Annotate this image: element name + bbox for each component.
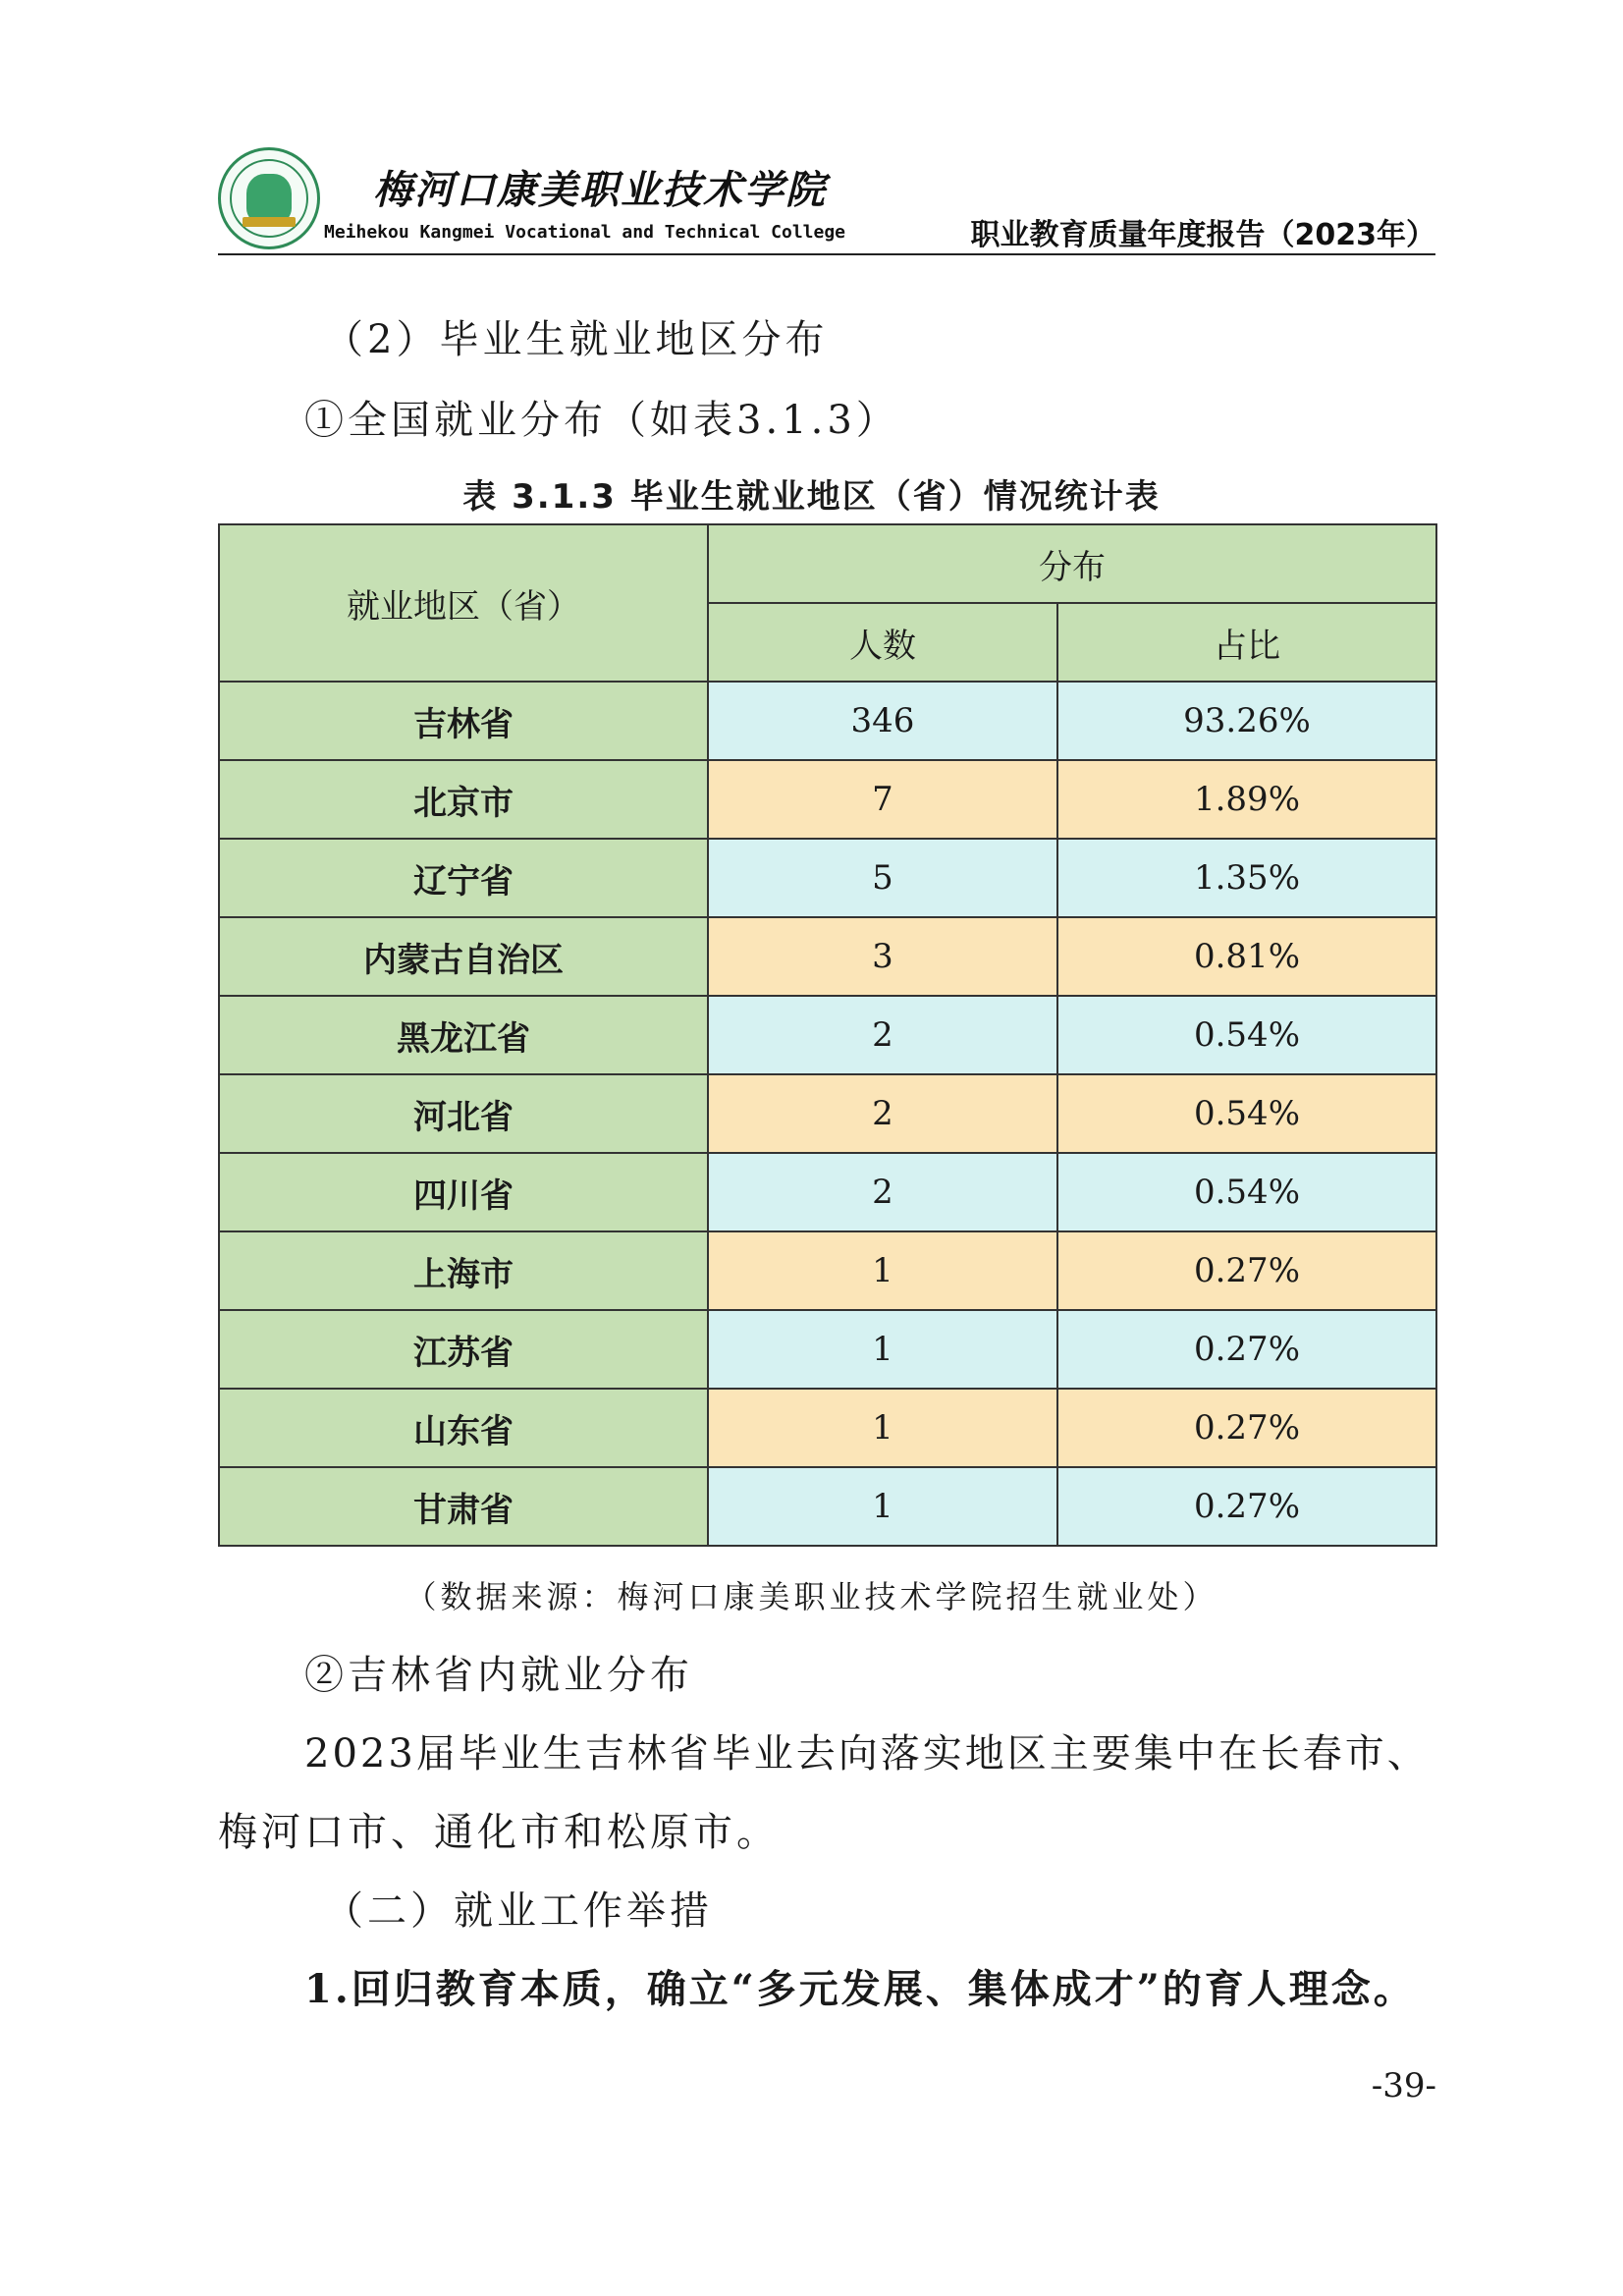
school-name-english: Meihekou Kangmei Vocational and Technical College	[324, 222, 846, 243]
region-cell: 甘肃省	[219, 1467, 708, 1546]
count-cell: 1	[708, 1467, 1057, 1546]
table-row	[219, 1389, 1436, 1467]
ratio-cell: 0.27%	[1057, 1231, 1436, 1310]
region-cell: 河北省	[219, 1074, 708, 1153]
ratio-cell: 1.89%	[1057, 760, 1436, 839]
header-region: 就业地区（省）	[219, 524, 708, 682]
region-cell: 江苏省	[219, 1310, 708, 1389]
header-ratio: 占比	[1057, 603, 1436, 682]
count-cell: 2	[708, 1074, 1057, 1153]
count-cell: 3	[708, 917, 1057, 996]
sub-heading-national: ①全国就业分布（如表3.1.3）	[304, 398, 899, 443]
section-heading: （2）毕业生就业地区分布	[324, 317, 829, 362]
table-row	[219, 760, 1436, 839]
paragraph-line-1: 2023届毕业生吉林省毕业去向落实地区主要集中在长春市、	[304, 1731, 1430, 1777]
table-row	[219, 1074, 1436, 1153]
table-row	[219, 1467, 1436, 1546]
ratio-cell: 0.54%	[1057, 1153, 1436, 1231]
region-cell: 四川省	[219, 1153, 708, 1231]
region-cell: 北京市	[219, 760, 708, 839]
region-cell: 黑龙江省	[219, 996, 708, 1074]
count-cell: 1	[708, 1310, 1057, 1389]
count-cell: 346	[708, 682, 1057, 760]
table-row	[219, 1231, 1436, 1310]
region-cell: 山东省	[219, 1389, 708, 1467]
ratio-cell: 0.54%	[1057, 1074, 1436, 1153]
page-number: -39-	[1371, 2066, 1436, 2105]
school-logo	[218, 147, 320, 249]
table-row	[219, 1153, 1436, 1231]
table-row	[219, 917, 1436, 996]
sub-heading-jilin: ②吉林省内就业分布	[304, 1653, 693, 1698]
section-heading-measures: （二）就业工作举措	[324, 1888, 713, 1934]
ratio-cell: 0.27%	[1057, 1310, 1436, 1389]
ratio-cell: 1.35%	[1057, 839, 1436, 917]
ratio-cell: 0.27%	[1057, 1389, 1436, 1467]
table-row	[219, 839, 1436, 917]
count-cell: 1	[708, 1389, 1057, 1467]
logo-book-icon	[243, 217, 296, 227]
ratio-cell: 0.27%	[1057, 1467, 1436, 1546]
header-count: 人数	[708, 603, 1057, 682]
ratio-cell: 93.26%	[1057, 682, 1436, 760]
school-name-chinese: 梅河口康美职业技术学院	[373, 167, 827, 213]
logo-emblem	[246, 174, 292, 223]
region-cell: 吉林省	[219, 682, 708, 760]
region-cell: 上海市	[219, 1231, 708, 1310]
table-caption: 表 3.1.3 毕业生就业地区（省）情况统计表	[462, 477, 1161, 517]
table-row	[219, 1310, 1436, 1389]
count-cell: 7	[708, 760, 1057, 839]
table-row	[219, 682, 1436, 760]
page-header	[218, 145, 1435, 255]
count-cell: 2	[708, 1153, 1057, 1231]
region-cell: 辽宁省	[219, 839, 708, 917]
table-row	[219, 996, 1436, 1074]
header-distribution: 分布	[708, 524, 1436, 603]
ratio-cell: 0.54%	[1057, 996, 1436, 1074]
count-cell: 5	[708, 839, 1057, 917]
region-cell: 内蒙古自治区	[219, 917, 708, 996]
data-source-note: （数据来源：梅河口康美职业技术学院招生就业处）	[405, 1578, 1218, 1615]
report-title: 职业教育质量年度报告（2023年）	[970, 218, 1435, 252]
employment-region-table	[218, 523, 1437, 1547]
bold-heading: 1.回归教育本质，确立“多元发展、集体成才”的育人理念。	[304, 1966, 1416, 2012]
count-cell: 2	[708, 996, 1057, 1074]
ratio-cell: 0.81%	[1057, 917, 1436, 996]
count-cell: 1	[708, 1231, 1057, 1310]
paragraph-line-2: 梅河口市、通化市和松原市。	[218, 1810, 780, 1855]
header-divider	[218, 253, 1435, 255]
